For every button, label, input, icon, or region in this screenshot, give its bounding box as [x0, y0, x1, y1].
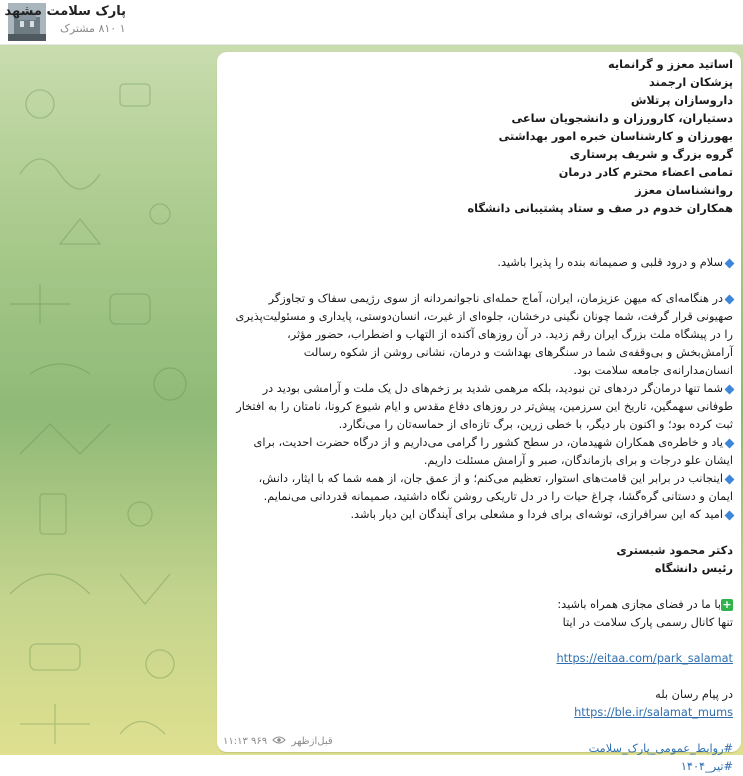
greeting-line: پزشکان ارجمند: [649, 76, 733, 89]
message-bubble[interactable]: [217, 52, 741, 773]
channel-title[interactable]: پارک سلامت مشهد: [4, 4, 126, 19]
greeting-line: گروه بزرگ و شریف پرستاری: [569, 148, 733, 161]
bale-link[interactable]: https://ble.ir/salamat_mums: [574, 706, 733, 719]
bale-label: در پیام رسان بله: [655, 688, 733, 701]
salutation: سلام و درود قلبی و صمیمانه بنده را پذیرا باشید.: [233, 254, 733, 272]
signature-name: دکتر محمود شبستری: [616, 544, 733, 557]
join-text: +با ما در فضای مجازی همراه باشید:: [557, 598, 732, 611]
paragraph: اینجانب در برابر این قامت‌های استوار، تعظیم می‌کنم؛ و از عمق جان، از همه شما که با ایثار، دانش، ایمان و دستانی گره‌گشا، چراغ حیات را در دل تاریکی روشن نگاه داشتید، صمیمانه قدردانی می‌نمایم.: [258, 472, 733, 503]
blue-diamond-icon: [725, 474, 735, 484]
blue-diamond-icon: [725, 294, 735, 304]
subscriber-count: ۱ ۸۱۰ مشترک: [60, 22, 126, 35]
greeting-line: همکاران خدوم در صف و ستاد پشتیبانی دانشگاه: [467, 202, 733, 215]
hashtag-link[interactable]: #تیر_۱۴۰۴: [680, 760, 733, 773]
message-meta: [223, 736, 336, 747]
eitaa-label: تنها کانال رسمی پارک سلامت در ایتا: [562, 616, 733, 629]
greeting-line: روانشناسان معزز: [635, 184, 733, 197]
hashtag-link[interactable]: #روابط_عمومی_پارک_سلامت: [588, 742, 733, 755]
channel-header[interactable]: [0, 0, 743, 45]
blue-diamond-icon: [725, 438, 735, 448]
chat-area[interactable]: [0, 44, 743, 773]
blue-diamond-icon: [725, 384, 735, 394]
signature-title: رئیس دانشگاه: [654, 562, 733, 575]
greeting-line: دستیاران، کارورزان و دانشجویان ساعی: [511, 112, 733, 125]
message-text: [233, 56, 733, 776]
green-plus-icon: +: [722, 598, 732, 611]
paragraph: شما تنها درمان‌گر دردهای تن نبودید، بلکه مرهمی شدید بر زخم‌های دل یک ملت و آرامشی بودید در طوفانی سهمگین، تاریخ این سرزمین، پیش‌تر در روزهای دفاع مقدس و ایام شیوع کرونا، نامتان را به افتخار ثبت کرده بود؛ و اکنون بار دیگر، با خطی زرین، برگ تازه‌ای از حماسه‌تان را می‌نگارد.: [236, 382, 733, 431]
greeting-line: بهورزان و کارشناسان خبره امور بهداشتی: [498, 130, 733, 143]
greeting-line: اساتید معزز و گرانمایه: [608, 58, 733, 71]
blue-diamond-icon: [725, 258, 735, 268]
eitaa-link[interactable]: https://eitaa.com/park_salamat: [556, 652, 733, 665]
paragraph: در هنگامه‌ای که میهن عزیزمان، ایران، آماج حمله‌ای ناجوانمردانه از سوی رژیمی سفاک و تجاوزگر صهیونی قرار گرفت، شما چونان نگینی درخشان، جلوه‌ای از غیرت، انسان‌دوستی، پایداری و مسئولیت‌پذیری را در پیشگاه ملت بزرگ ایران رقم زدید. در آن روزهای آکنده از التهاب و اضطراب، حضور مؤثر، آرامش‌بخش و بی‌وقفه‌ی شما در سنگرهای بهداشت و درمان، نشانی روشن از شکوه رسالت انسان‌مدارانه‌ی جامعه سلامت بود.: [235, 292, 733, 377]
greeting-line: تمامی اعضاء محترم کادر درمان: [558, 166, 733, 179]
paragraph: امید که این سرافرازی، توشه‌ای برای فردا و مشعلی برای آیندگان این دیار باشد.: [233, 506, 733, 524]
greeting-line: داروسازان پرتلاش: [630, 94, 733, 107]
blue-diamond-icon: [725, 510, 735, 520]
view-count: ۹۶۹: [251, 736, 268, 747]
message-time: ۱۱:۱۳ قبل‌ازظهر: [223, 736, 333, 747]
paragraph: یاد و خاطره‌ی همکاران شهیدمان، در سطح کشور را گرامی می‌داریم و از درگاه حضرت احدیت، برای ایشان علو درجات و برای بازماندگان، صبر و آرامش مسئلت داریم.: [253, 436, 733, 467]
eye-icon: [270, 736, 285, 747]
